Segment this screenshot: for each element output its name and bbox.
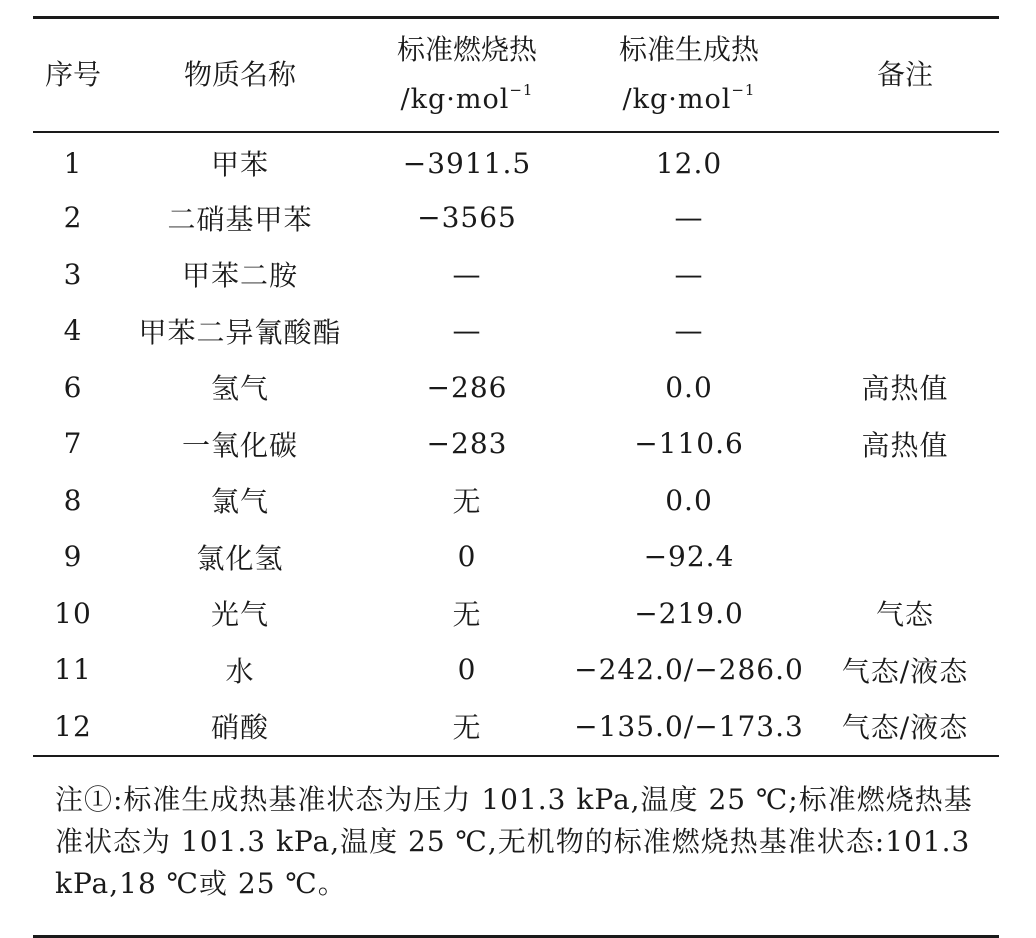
cell-index: 8 — [63, 483, 83, 517]
cell-combustion: −3911.5 — [402, 146, 532, 180]
cell-remark — [811, 303, 999, 360]
cell-combustion: 无 — [452, 485, 482, 519]
header-index: 序号 — [44, 58, 101, 91]
header-remark: 备注 — [876, 58, 933, 91]
bottom-rule — [33, 935, 999, 938]
cell-name: 氢气 — [210, 372, 269, 406]
header-row — [33, 19, 999, 131]
table-body — [33, 133, 999, 755]
substance-table — [33, 19, 999, 131]
table-row — [33, 472, 999, 529]
cell-combustion: 0 — [457, 653, 477, 687]
cell-formation: −92.4 — [643, 540, 735, 574]
cell-formation: −242.0/−286.0 — [574, 653, 804, 687]
cell-formation: 12.0 — [655, 146, 723, 180]
cell-remark: 高热值 — [861, 428, 949, 462]
cell-name: 甲苯二异氰酸酯 — [138, 315, 342, 349]
table-row — [33, 698, 999, 755]
cell-formation: — — [674, 314, 704, 348]
cell-index: 7 — [63, 427, 83, 461]
table-row — [33, 359, 999, 416]
table-row — [33, 246, 999, 303]
cell-index: 12 — [54, 709, 92, 743]
cell-remark: 高热值 — [861, 372, 949, 406]
cell-formation: −110.6 — [634, 427, 744, 461]
cell-name: 氯化氢 — [196, 541, 284, 575]
formation-unit-text: /kg·mol — [622, 84, 732, 115]
cell-formation: 0.0 — [665, 370, 713, 404]
cell-remark — [811, 190, 999, 247]
cell-combustion: −283 — [426, 427, 508, 461]
cell-name: 二硝基甲苯 — [167, 202, 313, 236]
table-row — [33, 642, 999, 699]
header-combustion-unit — [367, 70, 567, 120]
cell-index: 9 — [63, 540, 83, 574]
cell-name: 光气 — [210, 598, 269, 632]
substance-table-body — [33, 133, 999, 755]
cell-name: 硝酸 — [210, 711, 269, 745]
table-header — [33, 19, 999, 131]
cell-index: 11 — [54, 653, 92, 687]
cell-index: 3 — [63, 257, 83, 291]
cell-combustion: — — [452, 314, 482, 348]
cell-formation: −219.0 — [634, 596, 744, 630]
cell-combustion: 0 — [457, 540, 477, 574]
cell-name: 一氧化碳 — [181, 428, 298, 462]
header-name: 物质名称 — [183, 58, 296, 91]
header-formation-unit — [567, 70, 811, 120]
cell-name: 水 — [225, 654, 255, 688]
header-combustion — [367, 19, 567, 131]
cell-remark — [811, 529, 999, 586]
table-row — [33, 303, 999, 360]
combustion-unit-text: /kg·mol — [400, 84, 510, 115]
cell-name: 甲苯二胺 — [181, 259, 298, 293]
cell-remark: 气态 — [875, 598, 934, 632]
cell-formation: 0.0 — [665, 483, 713, 517]
cell-name: 氯气 — [210, 485, 269, 519]
combustion-unit-exponent: −1 — [509, 81, 534, 99]
table-row — [33, 133, 999, 190]
table-row — [33, 190, 999, 247]
cell-formation: — — [674, 257, 704, 291]
cell-index: 2 — [63, 201, 83, 235]
cell-formation: — — [674, 201, 704, 235]
table-row — [33, 416, 999, 473]
cell-combustion: 无 — [452, 711, 482, 745]
table-row — [33, 529, 999, 586]
cell-formation: −135.0/−173.3 — [574, 709, 804, 743]
cell-combustion: −3565 — [417, 201, 517, 235]
header-combustion-label: 标准燃烧热 — [396, 33, 537, 66]
table-row — [33, 585, 999, 642]
cell-name: 甲苯 — [210, 148, 269, 182]
cell-index: 10 — [54, 596, 92, 630]
cell-remark — [811, 472, 999, 529]
table-footnote: 注①:标准生成热基准状态为压力 101.3 kPa,温度 25 ℃;标准燃烧热基准状态为 101.3 kPa,温度 25 ℃,无机物的标准燃烧热基准状态:101.3 kPa,18 ℃或 25 ℃。 — [55, 782, 973, 900]
cell-index: 4 — [63, 314, 83, 348]
cell-combustion: — — [452, 257, 482, 291]
cell-index: 1 — [63, 146, 83, 180]
cell-remark — [811, 133, 999, 190]
data-table-container — [33, 16, 999, 938]
header-formation-label: 标准生成热 — [618, 33, 759, 66]
formation-unit-exponent: −1 — [731, 81, 756, 99]
header-formation — [567, 19, 811, 131]
cell-index: 6 — [63, 370, 83, 404]
cell-remark — [811, 246, 999, 303]
cell-combustion: 无 — [452, 598, 482, 632]
cell-remark: 气态/液态 — [841, 654, 969, 688]
cell-combustion: −286 — [426, 370, 508, 404]
cell-remark: 气态/液态 — [841, 711, 969, 745]
